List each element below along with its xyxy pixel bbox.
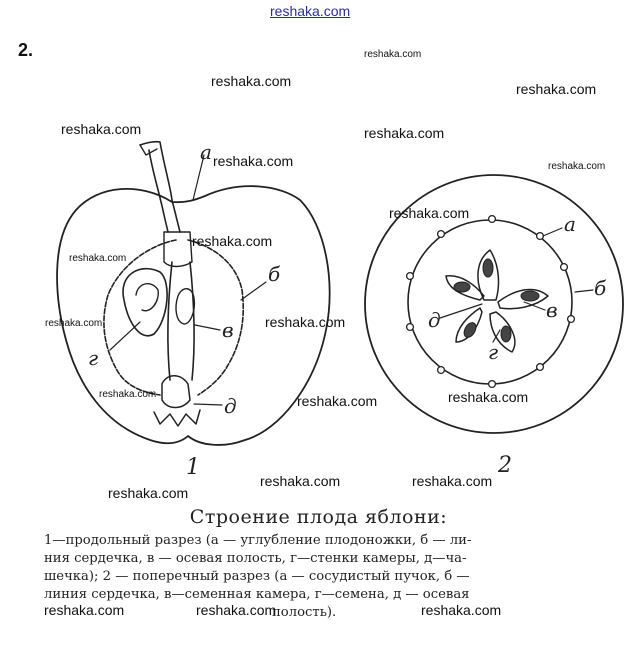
watermark: reshaka.com — [548, 161, 606, 172]
label-g-fig1: г — [88, 346, 99, 370]
watermark: reshaka.com — [260, 473, 341, 489]
calyx — [154, 376, 200, 426]
caption-line: ния сердечка, в — осевая полость, г—стенки камеры, д—ча- — [44, 551, 467, 566]
label-v-fig2: в — [546, 298, 558, 322]
watermark: reshaka.com — [297, 393, 378, 409]
chamber-wall — [123, 269, 167, 336]
caption-line: полость). — [272, 605, 337, 620]
apple-longitudinal-section — [57, 142, 330, 445]
label-b-fig1: б — [268, 262, 281, 286]
task-number: 2. — [18, 40, 34, 60]
site-link[interactable]: reshaka.com — [270, 3, 351, 19]
watermark: reshaka.com — [99, 389, 157, 400]
watermark: reshaka.com — [265, 314, 346, 330]
caption-line: шечка); 2 — поперечный разрез (а — сосудистый пучок, б — — [44, 569, 470, 584]
watermark: reshaka.com — [421, 602, 502, 618]
watermark: reshaka.com — [45, 318, 103, 329]
watermark: reshaka.com — [108, 485, 189, 501]
figure-number-1: 1 — [186, 455, 200, 480]
label-b-fig2: б — [594, 276, 607, 300]
figure-title: Строение плода яблони: — [189, 506, 448, 528]
watermark: reshaka.com — [213, 153, 294, 169]
label-g-fig2: г — [488, 340, 499, 364]
watermark: reshaka.com — [364, 49, 422, 60]
label-a-fig1: а — [200, 140, 212, 164]
watermark: reshaka.com — [516, 81, 597, 97]
watermark: reshaka.com — [192, 233, 273, 249]
figure-caption — [44, 532, 619, 622]
axial-cavity — [168, 262, 194, 380]
watermark: reshaka.com — [44, 602, 125, 618]
label-a-fig2: а — [564, 212, 576, 236]
watermark: reshaka.com — [364, 125, 445, 141]
label-d-fig2: д — [428, 308, 441, 332]
watermark: reshaka.com — [61, 121, 142, 137]
label-v-fig1: в — [222, 318, 234, 342]
watermark: reshaka.com — [389, 205, 470, 221]
watermark: reshaka.com — [412, 473, 493, 489]
watermark: reshaka.com — [69, 253, 127, 264]
watermark: reshaka.com — [448, 389, 529, 405]
figure-number-2: 2 — [498, 453, 512, 478]
label-d-fig1: д — [224, 394, 237, 418]
watermark: reshaka.com — [196, 602, 277, 618]
caption-line: линия сердечка, в—семенная камера, г—семена, д — осевая — [44, 587, 470, 602]
watermark: reshaka.com — [211, 73, 292, 89]
caption-line: 1—продольный разрез (а — углубление плодоножки, б — ли- — [44, 533, 472, 548]
